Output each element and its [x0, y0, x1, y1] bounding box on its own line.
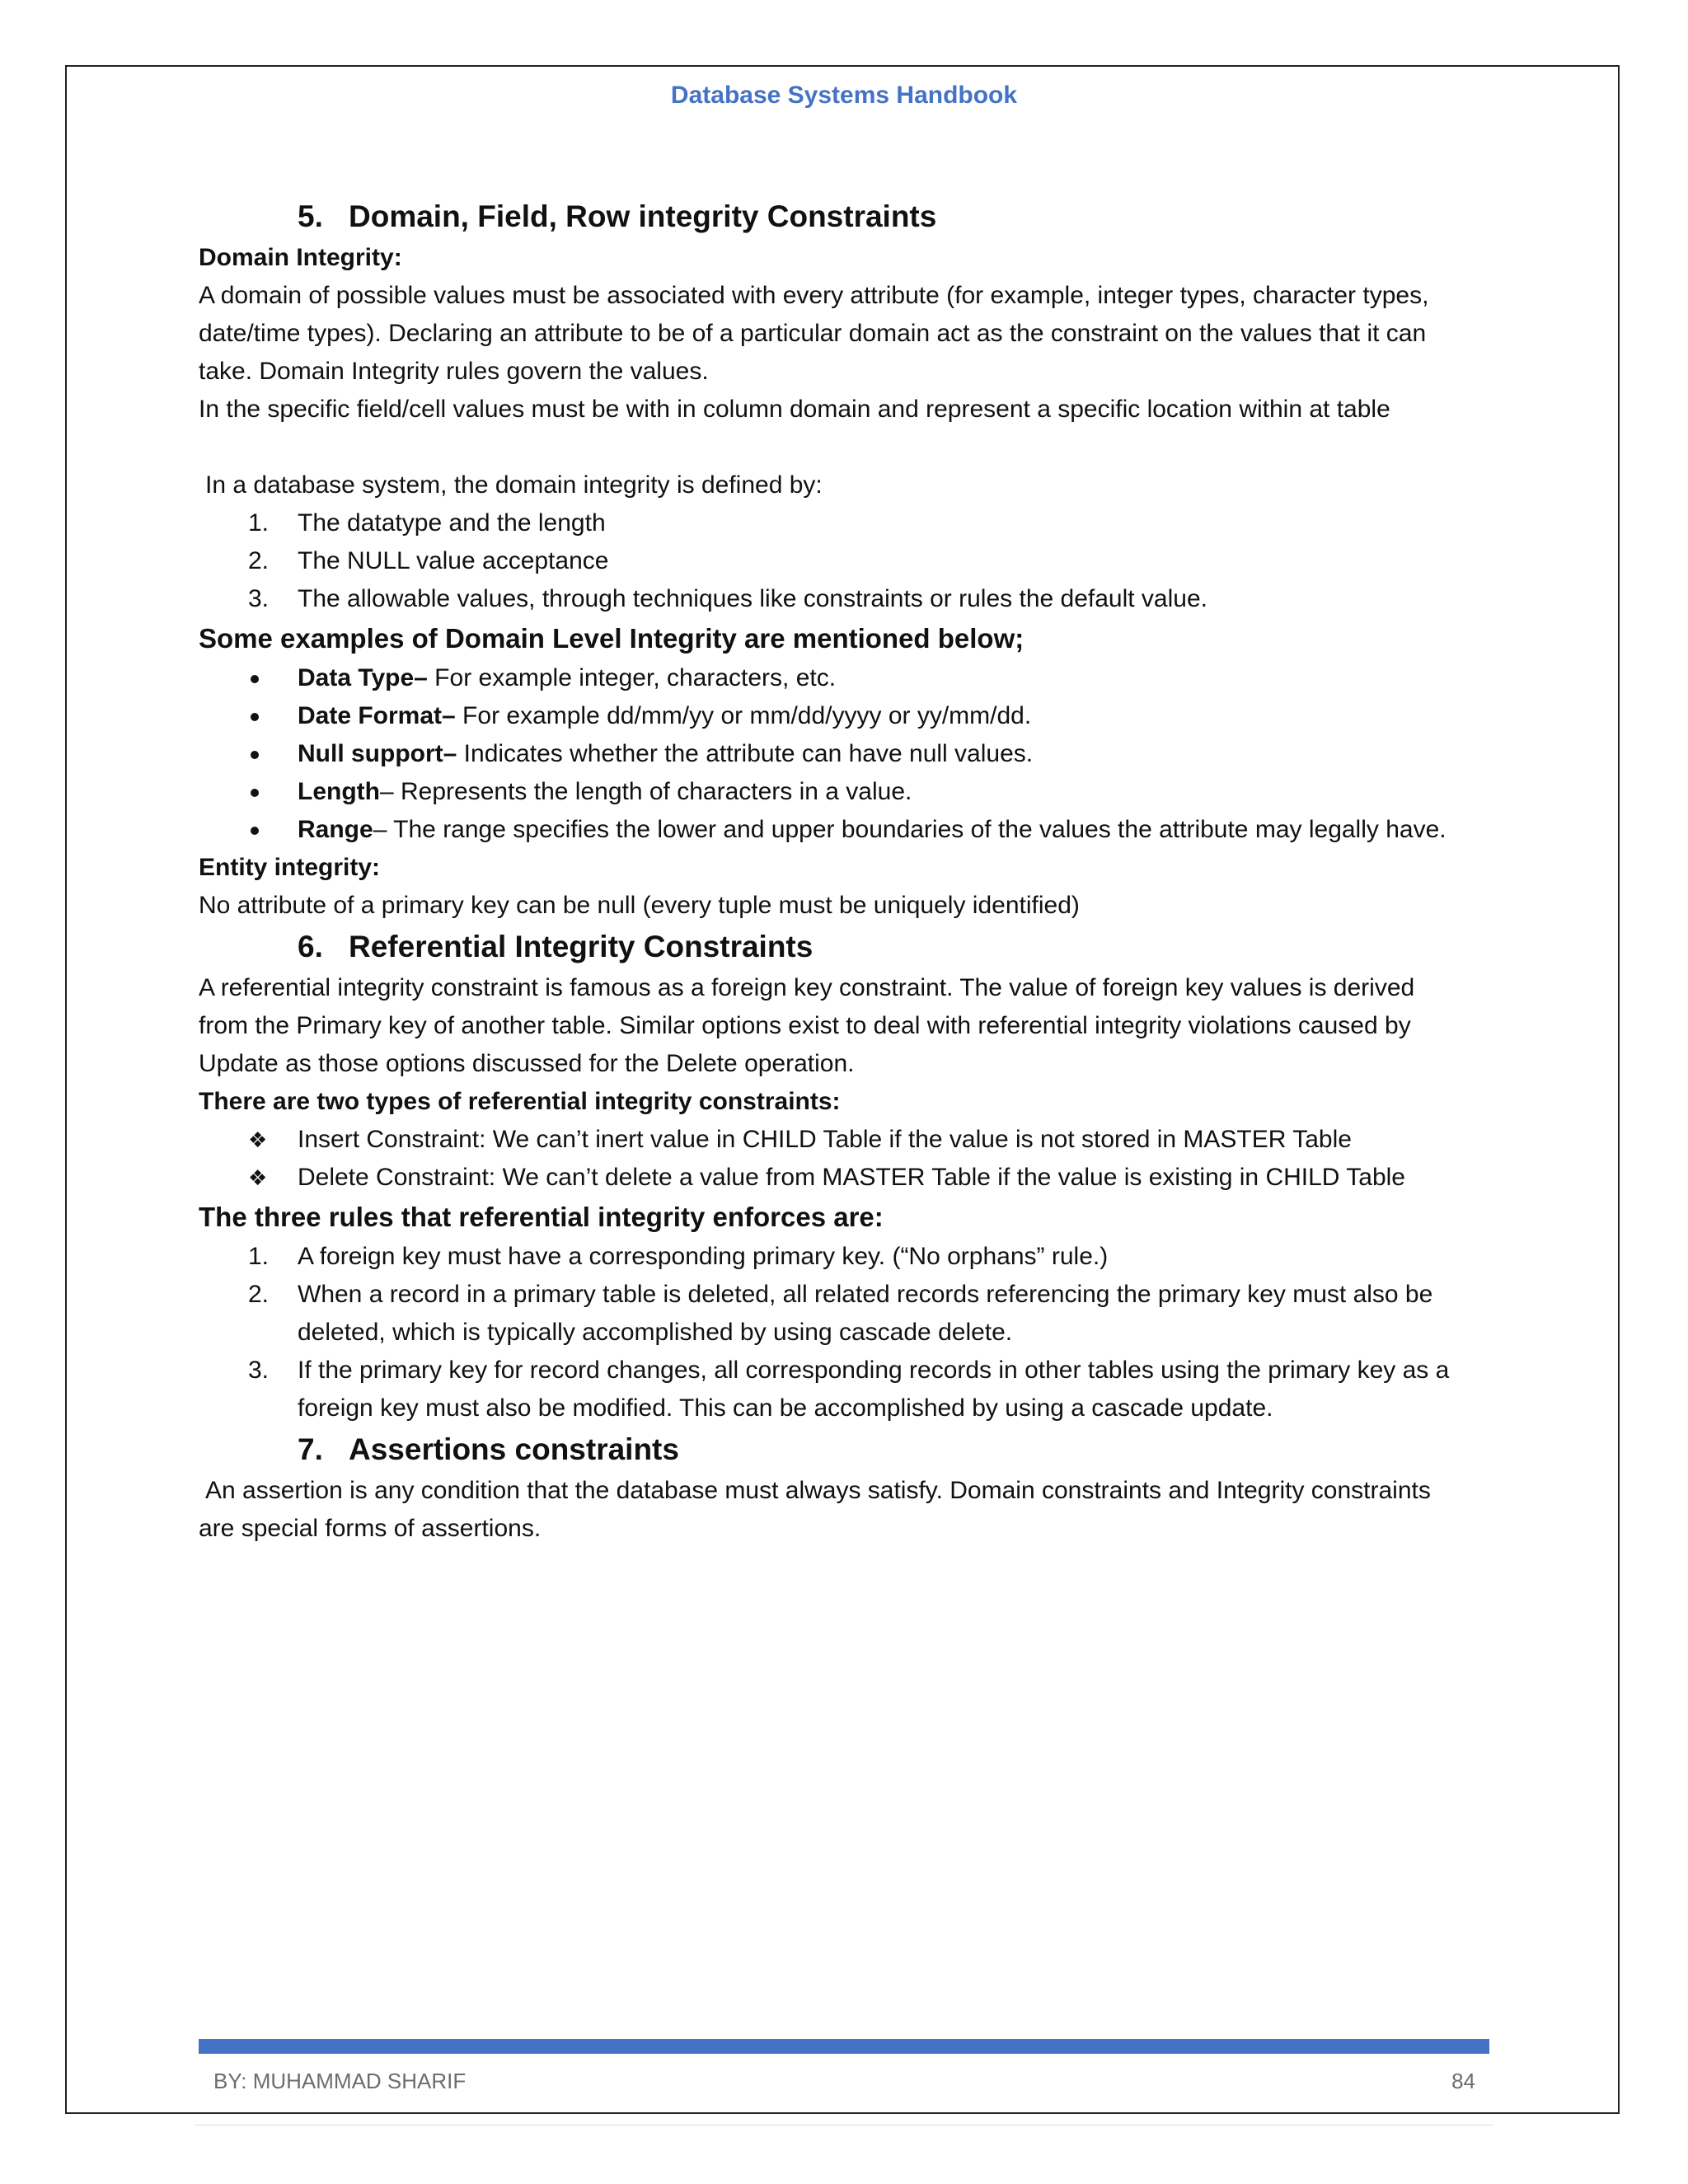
- section-7-title: Assertions constraints: [349, 1432, 679, 1466]
- section-6-number: 6.: [298, 930, 323, 963]
- domain-defined-by: In a database system, the domain integrity is defined by:: [205, 471, 823, 499]
- section-7-heading: [199, 1427, 1501, 1472]
- referential-types-heading: There are two types of referential integrity constraints:: [199, 1088, 841, 1115]
- list-item: [199, 1276, 1501, 1352]
- entity-integrity-text: No attribute of a primary key can be null (every tuple must be uniquely identified): [199, 892, 1080, 919]
- bullet-icon: [251, 827, 259, 835]
- spacer: [199, 429, 1501, 466]
- list-item: [199, 1121, 1501, 1159]
- list-item: [199, 542, 1501, 580]
- referential-para-line-1: A referential integrity constraint is famous as a foreign key constraint. The value of foreign key values is derived: [199, 974, 1415, 1001]
- example-text: Indicates whether the attribute can have null values.: [457, 740, 1034, 767]
- section-5-number: 5.: [298, 199, 323, 233]
- example-text: For example dd/mm/yy or mm/dd/yyyy or yy/mm/dd.: [455, 702, 1032, 729]
- list-item: [199, 1159, 1501, 1197]
- list-item: [199, 1352, 1501, 1427]
- list-text: Insert Constraint: We can’t inert value in CHILD Table if the value is not stored in MASTER Table: [298, 1126, 1352, 1153]
- domain-defined-list: [199, 504, 1501, 618]
- section-5-heading: [199, 194, 1501, 239]
- four-diamond-bullet-icon: ❖: [248, 1165, 268, 1190]
- referential-types-list: [199, 1121, 1501, 1197]
- list-item: [199, 1238, 1501, 1276]
- bullet-icon: [251, 789, 259, 797]
- list-number: 1.: [248, 1243, 270, 1270]
- bullet-icon: [251, 675, 259, 683]
- list-item: [199, 773, 1501, 811]
- example-text: For example integer, characters, etc.: [427, 664, 837, 691]
- referential-rules-list: [199, 1238, 1501, 1427]
- list-number: 3.: [248, 585, 270, 612]
- list-item: [199, 504, 1501, 542]
- example-term: Date Format–: [298, 702, 456, 729]
- footer-page-number: 84: [1451, 2069, 1475, 2093]
- domain-integrity-para-line-1: A domain of possible values must be associated with every attribute (for example, integer types, character types,: [199, 282, 1429, 309]
- assertions-para-line-2: are special forms of assertions.: [199, 1515, 542, 1542]
- section-6-title: Referential Integrity Constraints: [349, 930, 814, 963]
- list-text-continued: deleted, which is typically accomplished by using cascade delete.: [298, 1319, 1013, 1346]
- example-text: – Represents the length of characters in a value.: [379, 778, 912, 805]
- section-6-heading: [199, 925, 1501, 969]
- list-item: [199, 735, 1501, 773]
- bullet-icon: [251, 751, 259, 759]
- running-header-title: Database Systems Handbook: [670, 82, 1018, 109]
- examples-list: [199, 659, 1501, 849]
- list-text: The datatype and the length: [298, 509, 606, 537]
- list-number: 1.: [248, 509, 270, 537]
- footer-accent-bar: [199, 2039, 1489, 2054]
- page-content: [199, 194, 1501, 1548]
- assertions-para-line-1: An assertion is any condition that the database must always satisfy. Domain constraints and Integrity constraints: [205, 1477, 1431, 1504]
- section-5-title: Domain, Field, Row integrity Constraints: [349, 199, 937, 233]
- list-item: [199, 580, 1501, 618]
- referential-rules-heading: The three rules that referential integrity enforces are:: [199, 1202, 884, 1232]
- list-text: Delete Constraint: We can’t delete a value from MASTER Table if the value is existing in CHILD Table: [298, 1164, 1405, 1191]
- list-text-continued: foreign key must also be modified. This can be accomplished by using a cascade update.: [298, 1394, 1273, 1422]
- example-term: Data Type–: [298, 664, 428, 691]
- footer-author: BY: MUHAMMAD SHARIF: [213, 2069, 467, 2093]
- list-text: The allowable values, through techniques like constraints or rules the default value.: [298, 585, 1207, 612]
- examples-heading: Some examples of Domain Level Integrity are mentioned below;: [199, 623, 1025, 654]
- list-text: The NULL value acceptance: [298, 547, 609, 574]
- bullet-icon: [251, 713, 259, 721]
- domain-integrity-para-line-2: date/time types). Declaring an attribute to be of a particular domain act as the constraint on the values that it can: [199, 320, 1427, 347]
- list-number: 3.: [248, 1357, 270, 1384]
- example-term: Length: [298, 778, 380, 805]
- list-item: [199, 811, 1501, 849]
- list-text: If the primary key for record changes, all corresponding records in other tables using the primary key as a: [298, 1357, 1450, 1384]
- four-diamond-bullet-icon: ❖: [248, 1127, 268, 1152]
- referential-para-line-3: Update as those options discussed for the Delete operation.: [199, 1050, 855, 1077]
- list-number: 2.: [248, 547, 270, 574]
- entity-integrity-label: Entity integrity:: [199, 854, 381, 881]
- section-7-number: 7.: [298, 1432, 323, 1466]
- list-item: [199, 697, 1501, 735]
- example-term: Null support–: [298, 740, 457, 767]
- domain-integrity-label: Domain Integrity:: [199, 244, 402, 271]
- domain-integrity-para-line-3: take. Domain Integrity rules govern the values.: [199, 358, 709, 385]
- example-text: – The range specifies the lower and upper boundaries of the values the attribute may legally have.: [373, 816, 1447, 843]
- list-text: When a record in a primary table is deleted, all related records referencing the primary key must also be: [298, 1281, 1433, 1308]
- list-item: [199, 659, 1501, 697]
- list-number: 2.: [248, 1281, 270, 1308]
- domain-integrity-para-2: In the specific field/cell values must be with in column domain and represent a specific location within at table: [199, 396, 1390, 423]
- list-text: A foreign key must have a corresponding primary key. (“No orphans” rule.): [298, 1243, 1109, 1270]
- example-term: Range: [298, 816, 373, 843]
- referential-para-line-2: from the Primary key of another table. Similar options exist to deal with referential integrity violations caused by: [199, 1012, 1411, 1039]
